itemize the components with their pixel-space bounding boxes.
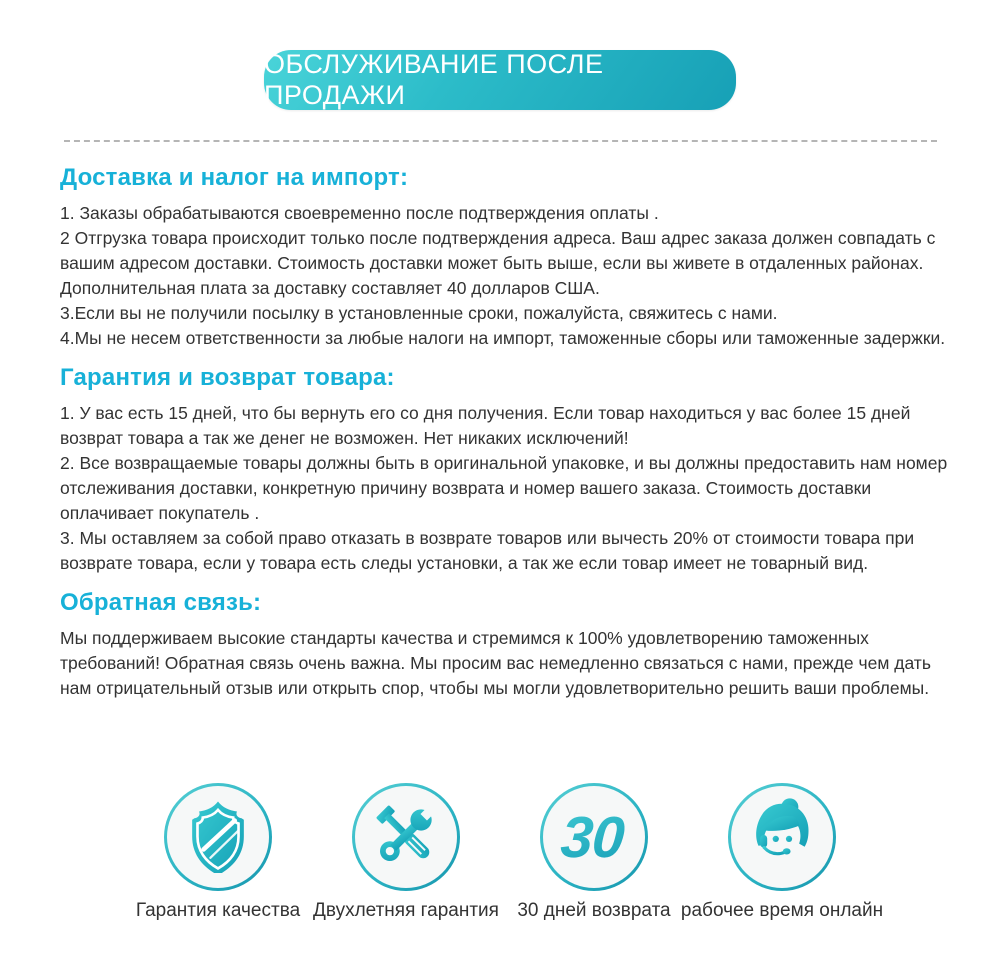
- paragraph: 1. Заказы обрабатываются своевременно после подтверждения оплаты .: [60, 203, 659, 223]
- paragraph: 3. Мы оставляем за собой право отказать в возврате товаров или вычесть 20% от стоимости товара при возврате товара, если у товара есть следы установки, а так же если товар имеет не товарный вид.: [60, 528, 915, 573]
- dashed-divider: [64, 140, 937, 142]
- badge-quality-guarantee: [124, 783, 312, 922]
- badge-circle: [540, 783, 648, 891]
- badge-circle: [352, 783, 460, 891]
- online-support-icon: [743, 796, 821, 879]
- after-sales-banner: [264, 50, 736, 110]
- paragraph: 3.Если вы не получили посылку в установленные сроки, пожалуйста, свяжитесь с нами.: [60, 303, 778, 323]
- badge-label: 30 дней возврата: [517, 900, 671, 921]
- paragraph: 2 Отгрузка товара происходит только после подтверждения адреса. Ваш адрес заказа должен совпадать с вашим адресом доставки. Стоимость доставки может быть выше, если вы живете в отдаленных районах. Дополнительная плата за доставку составляет 40 долларов США.: [60, 228, 936, 298]
- section-heading-feedback: Обратная связь:: [60, 589, 262, 616]
- section-warranty-return: [60, 364, 952, 576]
- badge-30-days-return: [500, 783, 688, 922]
- section-feedback: [60, 589, 952, 701]
- badge-label: Двухлетняя гарантия: [313, 900, 499, 921]
- paragraph: 1. У вас есть 15 дней, что бы вернуть его со дня получения. Если товар находиться у вас более 15 дней возврат товара а так же денег не возможен. Нет никаких исключений!: [60, 403, 911, 448]
- badge-label: рабочее время онлайн: [680, 900, 884, 921]
- section-heading-warranty: Гарантия и возврат товара:: [60, 364, 395, 391]
- badge-two-year-warranty: [312, 783, 500, 922]
- 30-days-return-icon: 30: [558, 804, 629, 871]
- shield-quality-icon: [180, 797, 256, 878]
- guarantee-badges-row: [0, 783, 1000, 922]
- badge-online-support: [680, 783, 884, 922]
- badge-circle: [728, 783, 836, 891]
- banner-title: ОБСЛУЖИВАНИЕ ПОСЛЕ ПРОДАЖИ: [264, 49, 604, 110]
- tools-warranty-icon: [368, 797, 444, 878]
- paragraph: 4.Мы не несем ответственности за любые налоги на импорт, таможенные сборы или таможенные задержки.: [60, 328, 946, 348]
- section-heading-shipping: Доставка и налог на импорт:: [60, 164, 409, 191]
- section-shipping-tax: [60, 164, 952, 351]
- paragraph: 2. Все возвращаемые товары должны быть в оригинальной упаковке, и вы должны предоставить нам номер отслеживания доставки, конкретную причину возврата и номер вашего заказа. Стоимость доставки оплачивает покупатель .: [60, 453, 948, 523]
- after-sales-content: [60, 164, 952, 701]
- badge-label: Гарантия качества: [135, 900, 301, 921]
- paragraph: Мы поддерживаем высокие стандарты качества и стремимся к 100% удовлетворению таможенных требований! Обратная связь очень важна. Мы просим вас немедленно связаться с нами, прежде чем дать нам отрицательный отзыв или открыть спор, чтобы мы могли удовлетворительно решить ваши проблемы.: [60, 628, 931, 698]
- badge-circle: [164, 783, 272, 891]
